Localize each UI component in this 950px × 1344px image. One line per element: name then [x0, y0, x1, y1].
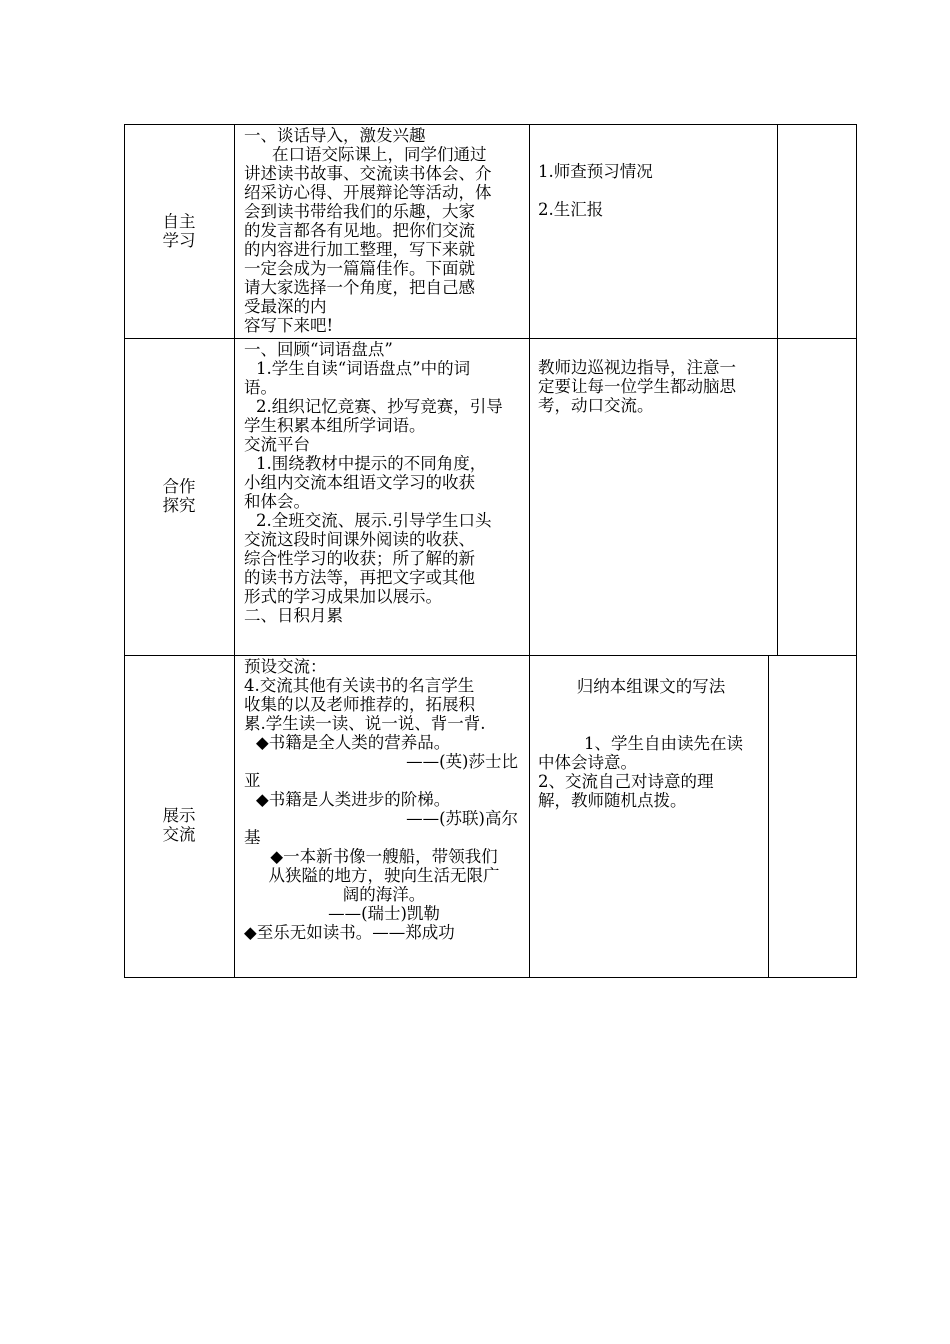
content-line: 的读书方法等，再把文字或其他	[244, 568, 475, 587]
col-border-2	[529, 124, 530, 978]
row-content-self-study	[244, 126, 528, 335]
col-border-right	[856, 124, 857, 978]
content-line: 累.学生读一读、说一说、背一背.	[244, 714, 486, 733]
teacher-line: 1、学生自由读先在读	[584, 734, 743, 753]
teacher-line: 中体会诗意。	[538, 753, 637, 772]
quote-line: ◆至乐无如读书。——郑成功	[244, 923, 455, 942]
row-label-cooperative-inquiry	[124, 477, 234, 515]
content-line: 的内容进行加工整理，写下来就	[244, 240, 475, 259]
content-line: 4.交流其他有关读书的名言学生	[244, 676, 475, 695]
row-content-cooperative-inquiry	[244, 340, 528, 625]
quote-author: 基	[244, 828, 261, 847]
teacher-line: 教师边巡视边指导，注意一	[538, 358, 736, 377]
content-line: 1.学生自读“词语盘点”中的词	[256, 359, 471, 378]
content-line: 容写下来吧!	[244, 316, 334, 335]
content-line: 2.组织记忆竞赛、抄写竞赛，引导	[256, 397, 503, 416]
content-line: 2.全班交流、展示.引导学生口头	[256, 511, 492, 530]
content-line: 综合性学习的收获；所了解的新	[244, 549, 475, 568]
label-line: 探究	[162, 496, 196, 515]
row-label-display-exchange	[124, 806, 234, 844]
teacher-title: 归纳本组课文的写法	[576, 677, 726, 696]
content-line: 小组内交流本组语文学习的收获	[244, 473, 475, 492]
quote-line: ◆一本新书像一艘船，带领我们	[270, 847, 498, 866]
col-border-3-upper	[777, 124, 778, 655]
content-line: 会到读书带给我们的乐趣，大家	[244, 202, 475, 221]
content-line: 一定会成为一篇篇佳作。下面就	[244, 259, 475, 278]
content-line: 二、日积月累	[244, 606, 343, 625]
content-line: 绍采访心得、开展辩论等活动，体	[244, 183, 492, 202]
teacher-line: 2.生汇报	[538, 200, 604, 219]
row-teacher-cooperative-inquiry	[538, 358, 774, 415]
quote-author: 亚	[244, 771, 261, 790]
teacher-line: 定要让每一位学生都动脑思	[538, 377, 736, 396]
content-line: 请大家选择一个角度，把自己感	[244, 278, 475, 297]
label-line: 自主	[162, 212, 196, 231]
quote-line: 阔的海洋。	[342, 885, 426, 904]
content-line: 交流平台	[244, 435, 310, 454]
content-line: 语。	[244, 378, 277, 397]
row-label-self-study	[124, 212, 234, 250]
content-line: 收集的以及老师推荐的，拓展积	[244, 695, 475, 714]
content-line: 一、回顾“词语盘点”	[244, 340, 393, 359]
label-line: 合作	[162, 477, 196, 496]
content-line: 在口语交际课上，同学们通过	[272, 145, 487, 164]
col-border-left	[124, 124, 125, 978]
quote-line: ◆书籍是人类进步的阶梯。	[256, 790, 451, 809]
label-line: 展示	[162, 806, 196, 825]
label-line: 交流	[162, 825, 196, 844]
content-line: 交流这段时间课外阅读的收获、	[244, 530, 475, 549]
row-content-display-exchange	[244, 657, 524, 942]
teacher-line: 2、交流自己对诗意的理	[538, 772, 714, 791]
content-line: 的发言都各有见地。把你们交流	[244, 221, 475, 240]
content-line: 形式的学习成果加以展示。	[244, 587, 442, 606]
quote-line: 从狭隘的地方，驶向生活无限广	[268, 866, 500, 885]
content-line: 预设交流：	[244, 657, 327, 676]
quote-line: ◆书籍是全人类的营养品。	[256, 733, 451, 752]
content-line: 受最深的内	[244, 297, 327, 316]
quote-author: ——(瑞士)凯勒	[328, 904, 440, 923]
teacher-line: 1.师查预习情况	[538, 162, 653, 181]
content-line: 和体会。	[244, 492, 310, 511]
label-line: 学习	[162, 231, 196, 250]
col-border-1	[234, 124, 235, 978]
content-line: 讲述读书故事、交流读书体会、介	[244, 164, 492, 183]
col-border-3-lower	[768, 655, 769, 978]
teacher-line: 考，动口交流。	[538, 396, 654, 415]
content-line: 一、谈话导入，激发兴趣	[244, 126, 426, 145]
teacher-line: 解，教师随机点拨。	[538, 791, 687, 810]
quote-author: ——(英)莎士比	[406, 752, 518, 771]
lesson-table	[124, 124, 857, 978]
content-line: 1.围绕教材中提示的不同角度，	[256, 454, 487, 473]
quote-author: ——(苏联)高尔	[406, 809, 518, 828]
content-line: 学生积累本组所学词语。	[244, 416, 426, 435]
row-teacher-display-exchange	[538, 677, 764, 810]
row-teacher-self-study	[538, 162, 774, 219]
